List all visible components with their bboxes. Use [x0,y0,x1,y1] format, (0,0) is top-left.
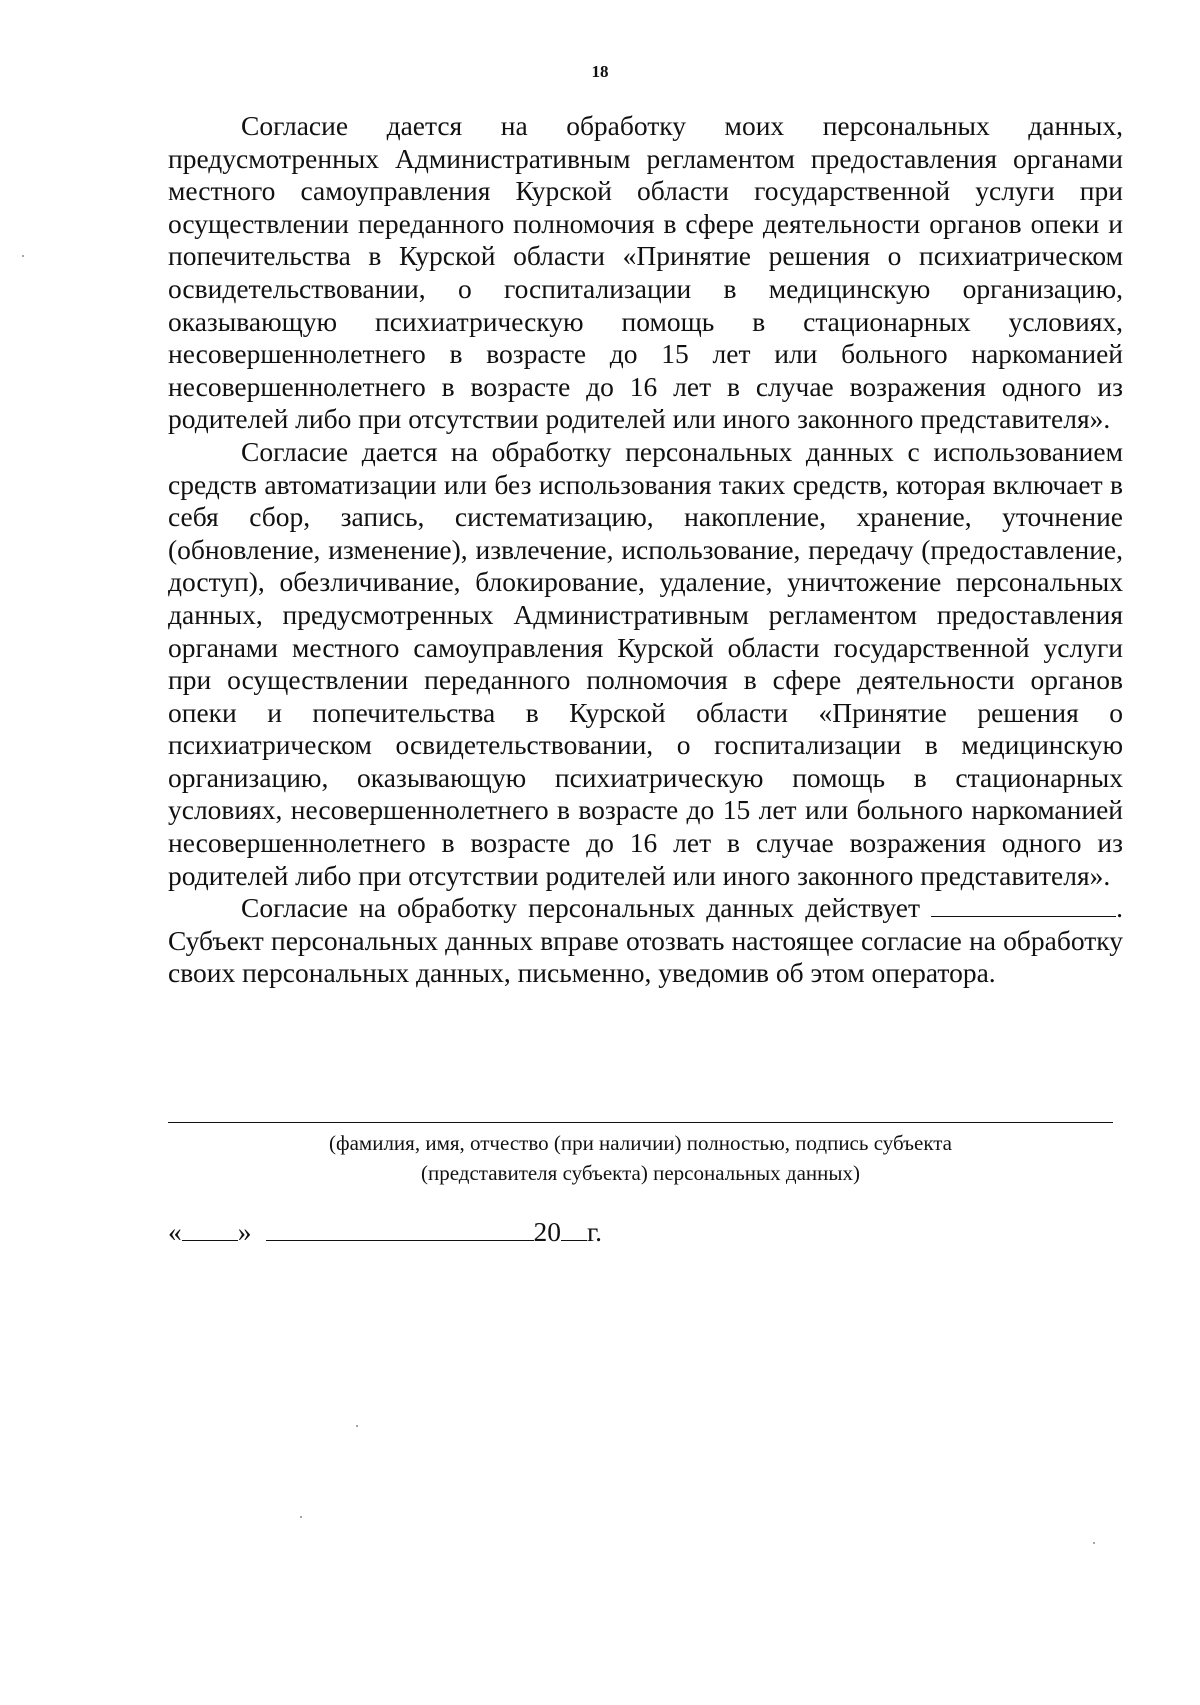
date-close-quote: » [237,1216,252,1247]
scan-speck [1093,1542,1095,1544]
page-number: 18 [591,62,609,81]
scan-speck [356,1425,358,1427]
signature-caption-line-2: (представителя субъекта) персональных данных) [421,1161,860,1185]
date-year-blank[interactable] [561,1214,587,1241]
date-year-suffix: г. [587,1216,603,1247]
consent-validity-paragraph [168,892,1123,990]
consent-processing-paragraph: Согласие дается на обработку персональных данных с использованием средств автоматизации или без использования таких средств, которая включает в себя сбор, запись, систематизацию, накопление, хранение, уточнение (обновление, изменение), извлечение, использование, передачу (предоставление, доступ), обезличивание, блокирование, удаление, уничтожение персональных данных, предусмотренных Административным регламентом предоставления органами местного самоуправления Курской области государственной услуги при осуществлении переданного полномочия в сфере деятельности органов опеки и попечительства в Курской области «Принятие решения о психиатрическом освидетельствовании, о госпитализации в медицинскую организацию, оказывающую психиатрическую помощь в стационарных условиях, несовершеннолетнего в возрасте до 15 лет или больного наркоманией несовершеннолетнего в возрасте до 16 лет в случае возражения одного из родителей либо при отсутствии родителей или иного законного представителя». [168,435,1123,891]
date-day-blank[interactable] [182,1214,238,1241]
consent-purpose-paragraph: Согласие дается на обработку моих персональных данных, предусмотренных Административным регламентом предоставления органами местного самоуправления Курской области государственной услуги при осуществлении переданного полномочия в сфере деятельности органов опеки и попечительства в Курской области «Принятие решения о психиатрическом освидетельствовании, о госпитализации в медицинскую организацию, оказывающую психиатрическую помощь в стационарных условиях, несовершеннолетнего в возрасте до 15 лет или больного наркоманией несовершеннолетнего в возрасте до 16 лет в случае возражения одного из родителей либо при отсутствии родителей или иного законного представителя». [168,110,1123,435]
date-open-quote: « [168,1216,182,1247]
consent-body [168,110,1123,990]
signature-caption [168,1128,1113,1188]
scan-speck [22,255,24,257]
date-line [168,1214,602,1249]
validity-text-start: Согласие на обработку персональных данных действует [241,892,920,924]
validity-text-end: . Субъект персональных данных вправе отозвать настоящее согласие на обработку своих персональных данных, письменно, уведомив об этом оператора. [168,892,1123,989]
signature-line[interactable] [168,1122,1113,1123]
validity-period-blank[interactable] [931,892,1116,917]
date-month-blank[interactable] [266,1214,534,1241]
date-year-prefix: 20 [533,1216,561,1247]
signature-caption-line-1: (фамилия, имя, отчество (при наличии) полностью, подпись субъекта [329,1131,952,1155]
scan-speck [300,1516,302,1518]
